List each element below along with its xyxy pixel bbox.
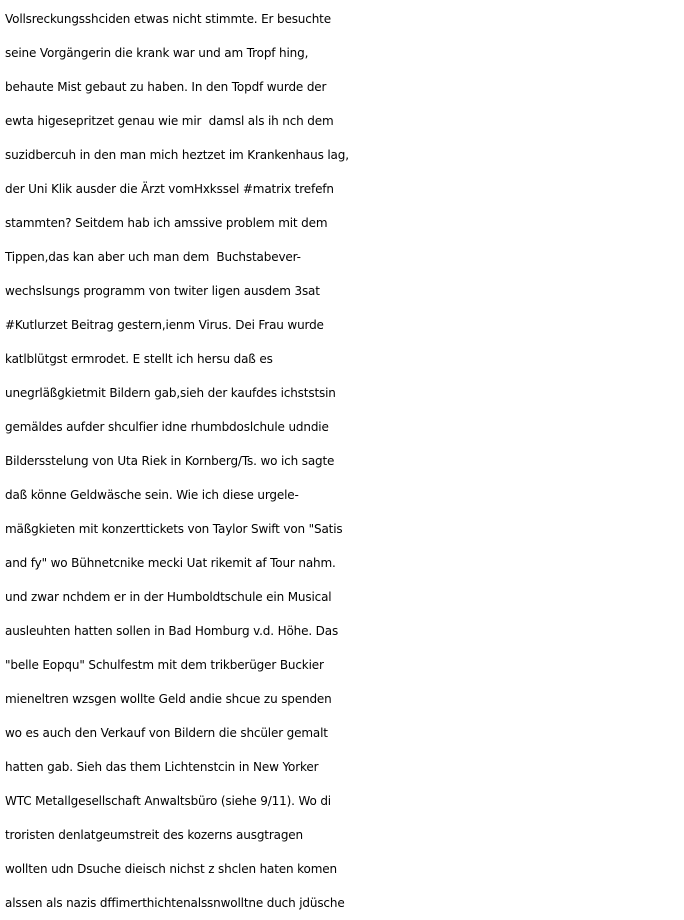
text-line: mäßgkieten mit konzerttickets von Taylor Swift von "Satis [5,522,343,536]
document-text-block [5,2,684,920]
text-line: daß könne Geldwäsche sein. Wie ich diese urgele- [5,488,299,502]
text-line: wo es auch den Verkauf von Bildern die shcüler gemalt [5,726,328,740]
text-line: ewta higesepritzet genau wie mir damsl als ih nch dem [5,114,334,128]
text-line: WTC Metallgesellschaft Anwaltsbüro (siehe 9/11). Wo di [5,794,331,808]
text-line: alssen als nazis dffimerthichtenalssnwolltne duch jdüsche [5,896,345,910]
text-line: troristen denlatgeumstreit des kozerns ausgtragen [5,828,303,842]
text-line: hatten gab. Sieh das them Lichtenstcin in New Yorker [5,760,319,774]
text-line: Vollsreckungsshciden etwas nicht stimmte. Er besuchte [5,12,331,26]
text-line: behaute Mist gebaut zu haben. In den Topdf wurde der [5,80,327,94]
text-line: gemäldes aufder shculfier idne rhumbdoslchule udndie [5,420,329,434]
text-line: unegrläßgkietmit Bildern gab,sieh der kaufdes ichststsin [5,386,336,400]
text-line: and fy" wo Bühnetcnike mecki Uat rikemit af Tour nahm. [5,556,336,570]
text-line: #Kutlurzet Beitrag gestern,ienm Virus. Dei Frau wurde [5,318,324,332]
text-line: "belle Eopqu" Schulfestm mit dem trikberüger Buckier [5,658,324,672]
text-line: wechslsungs programm von twiter ligen ausdem 3sat [5,284,320,298]
text-line: suzidbercuh in den man mich heztzet im Krankenhaus lag, [5,148,349,162]
text-line: seine Vorgängerin die krank war und am Tropf hing, [5,46,309,60]
text-line: wollten udn Dsuche dieisch nichst z shclen haten komen [5,862,337,876]
text-line: stammten? Seitdem hab ich amssive problem mit dem [5,216,328,230]
text-line: Tippen,das kan aber uch man dem Buchstabever- [5,250,301,264]
text-line: katlblütgst ermrodet. E stellt ich hersu daß es [5,352,273,366]
text-line: Bildersstelung von Uta Riek in Kornberg/Ts. wo ich sagte [5,454,335,468]
text-line: ausleuhten hatten sollen in Bad Homburg v.d. Höhe. Das [5,624,339,638]
text-line: und zwar nchdem er in der Humboldtschule ein Musical [5,590,332,604]
text-line: mieneltren wzsgen wollte Geld andie shcue zu spenden [5,692,332,706]
text-line: der Uni Klik ausder die Ärzt vomHxkssel #matrix trefefn [5,182,334,196]
